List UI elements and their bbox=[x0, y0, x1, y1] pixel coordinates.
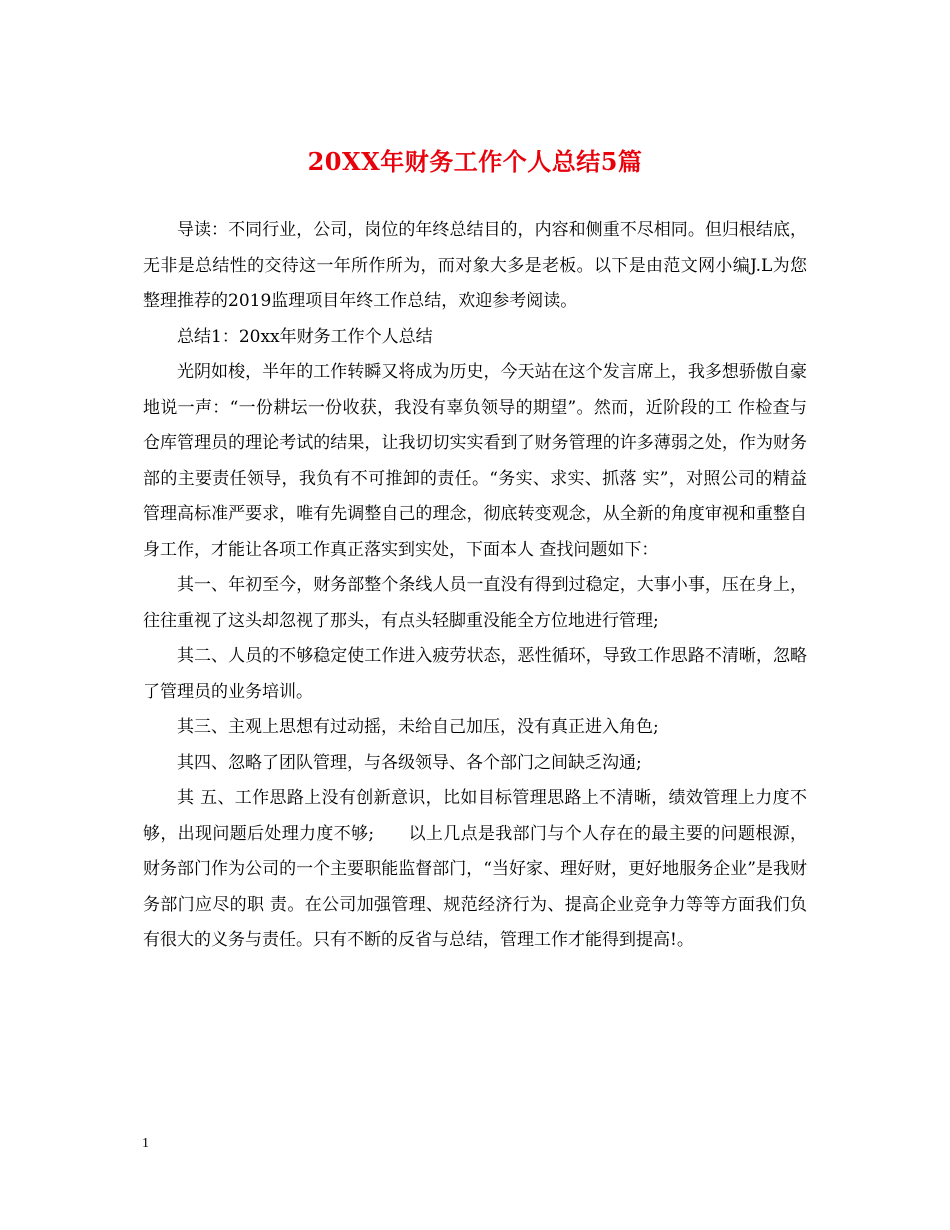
paragraph-issue-5: 其 五、工作思路上没有创新意识，比如目标管理思路上不清晰，绩效管理上力度不够，出现问题后处理力度不够; 以上几点是我部门与个人存在的最主要的问题根源，财务部门作为公司的一个主要职能监督部门，“当好家、理好财，更好地服务企业”是我财务部门应尽的职 责。在公司加强管理、规范经济行为、提高企业竞争力等等方面我们负有很大的义务与责任。只有不断的反省与总结，管理工作才能得到提高!。 bbox=[143, 788, 807, 950]
document-title: 20XX年财务工作个人总结5篇 bbox=[307, 147, 643, 176]
page-number: 1 bbox=[142, 1136, 149, 1151]
paragraph-issue-3: 其三、主观上思想有过动摇，未给自己加压，没有真正进入角色; bbox=[177, 717, 659, 737]
paragraph-intro: 导读：不同行业，公司，岗位的年终总结目的，内容和侧重不尽相同。但归根结底，无非是总结性的交待这一年所作所为，而对象大多是老板。以下是由范文网小编J.L为您整理推荐的2019监理项目年终工作总结，欢迎参考阅读。 bbox=[143, 220, 807, 311]
paragraph-issue-4: 其四、忽略了团队管理，与各级领导、各个部门之间缺乏沟通; bbox=[177, 752, 642, 773]
paragraph-issue-2: 其二、人员的不够稳定使工作进入疲劳状态，恶性循环，导致工作思路不清晰，忽略了管理员的业务培训。 bbox=[143, 646, 807, 702]
paragraph-opening: 光阴如梭，半年的工作转瞬又将成为历史，今天站在这个发言席上，我多想骄傲自豪地说一声：“一份耕坛一份收获，我没有辜负领导的期望”。然而，近阶段的工 作检查与仓库管理员的理论考试的结果，让我切切实实看到了财务管理的许多薄弱之处，作为财务部的主要责任领导，我负有不可推卸的责任。“务实、求实、抓落 实”，对照公司的精益管理高标准严要求，唯有先调整自己的理念，彻底转变观念，从全新的角度审视和重整自身工作，才能让各项工作真正落实到实处，下面本人 查找问题如下： bbox=[143, 362, 807, 560]
document-body bbox=[143, 213, 807, 959]
paragraph-issue-1: 其一、年初至今，财务部整个条线人员一直没有得到过稳定，大事小事，压在身上，往往重视了这头却忽视了那头，有点头轻脚重没能全方位地进行管理; bbox=[143, 575, 807, 631]
paragraph-section-heading: 总结1：20xx年财务工作个人总结 bbox=[177, 326, 433, 347]
